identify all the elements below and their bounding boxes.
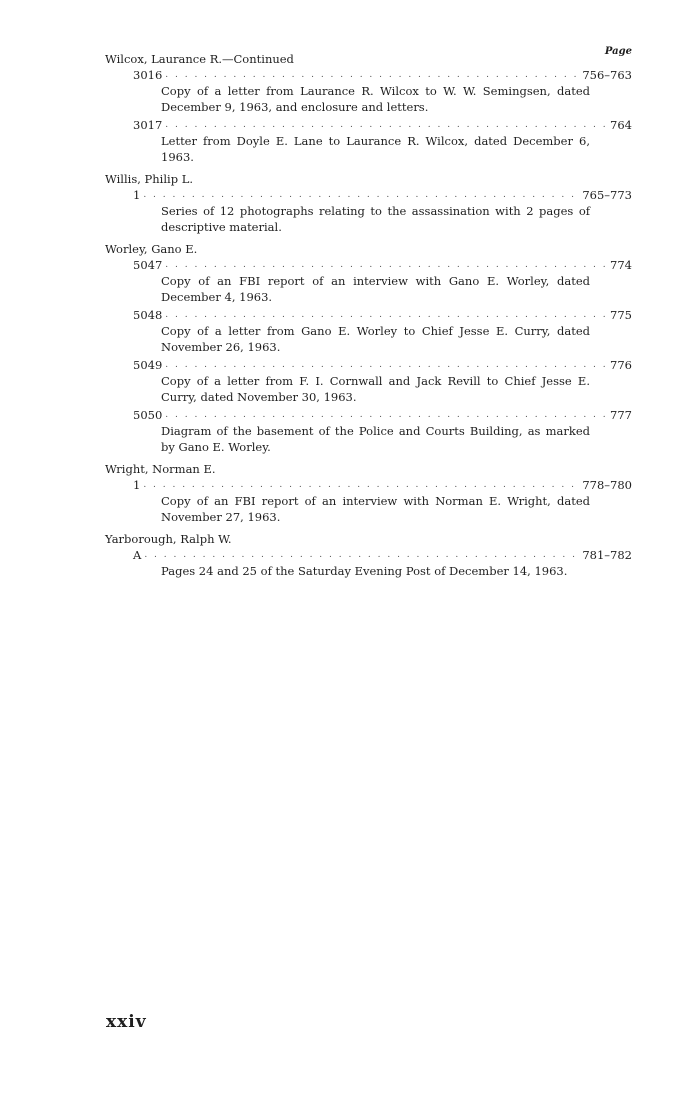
exhibit-description: Copy of a letter from F. I. Cornwall and Jack Revill to Chief Jesse E. Curry, dated November 30, 1963. [161, 374, 590, 404]
exhibit-pages: 777 [610, 408, 632, 422]
dot-leader [165, 257, 607, 273]
person-name: Willis, Philip L. [105, 172, 194, 186]
exhibit-description: Copy of an FBI report of an interview with Norman E. Wright, dated November 27, 1963. [161, 494, 590, 524]
exhibit-description: Series of 12 photographs relating to the assassination with 2 pages of descriptive material. [161, 204, 590, 234]
dot-leader [165, 307, 607, 323]
dot-leader [144, 547, 579, 563]
exhibit-description: Pages 24 and 25 of the Saturday Evening Post of December 14, 1963. [161, 564, 568, 578]
person-entry [105, 171, 632, 235]
exhibit-description: Diagram of the basement of the Police and Courts Building, as marked by Gano E. Worley. [161, 424, 590, 454]
person-entry [105, 241, 632, 455]
exhibit-description: Copy of an FBI report of an interview with Gano E. Worley, dated December 4, 1963. [161, 274, 590, 304]
exhibit-description: Copy of a letter from Gano E. Worley to Chief Jesse E. Curry, dated November 26, 1963. [161, 324, 590, 354]
page-folio: xxiv [106, 1012, 147, 1032]
person-name: Worley, Gano E. [105, 242, 198, 256]
exhibit-pages: 756–763 [582, 68, 632, 82]
person-name: Yarborough, Ralph W. [105, 532, 232, 546]
exhibit-pages: 765–773 [582, 188, 632, 202]
person-entry [105, 461, 632, 525]
exhibit-line [105, 477, 632, 493]
exhibit-pages: 781–782 [582, 548, 632, 562]
exhibit-number: 1 [133, 478, 141, 492]
exhibit-pages: 776 [610, 358, 632, 372]
exhibit-number: 3016 [133, 68, 163, 82]
exhibit-line [105, 307, 632, 323]
person-entry [105, 531, 632, 579]
dot-leader [165, 357, 607, 373]
exhibit-line [105, 407, 632, 423]
page-column-header: Page [604, 46, 632, 57]
exhibit-line [105, 67, 632, 83]
exhibit-line [105, 357, 632, 373]
exhibit-number: 5048 [133, 308, 163, 322]
exhibit-pages: 778–780 [582, 478, 632, 492]
exhibit-number: 5049 [133, 358, 163, 372]
exhibit-index [105, 51, 632, 581]
exhibit-number: 5047 [133, 258, 163, 272]
exhibit-line [105, 547, 632, 563]
exhibit-pages: 775 [610, 308, 632, 322]
dot-leader [165, 67, 579, 83]
exhibit-number: 5050 [133, 408, 163, 422]
exhibit-description: Copy of a letter from Laurance R. Wilcox to W. W. Semingsen, dated December 9, 1963, and enclosure and letters. [161, 84, 590, 114]
exhibit-number: 1 [133, 188, 141, 202]
dot-leader [165, 117, 607, 133]
exhibit-line [105, 257, 632, 273]
person-name: Wright, Norman E. [105, 462, 216, 476]
exhibit-pages: 774 [610, 258, 632, 272]
exhibit-pages: 764 [610, 118, 632, 132]
exhibit-line [105, 117, 632, 133]
exhibit-description: Letter from Doyle E. Lane to Laurance R. Wilcox, dated December 6, 1963. [161, 134, 590, 164]
person-name: Wilcox, Laurance R.—Continued [105, 52, 294, 66]
exhibit-number: 3017 [133, 118, 163, 132]
dot-leader [165, 407, 607, 423]
exhibit-line [105, 187, 632, 203]
dot-leader [143, 477, 579, 493]
person-entry [105, 51, 632, 165]
dot-leader [143, 187, 579, 203]
exhibit-number: A [133, 548, 142, 562]
